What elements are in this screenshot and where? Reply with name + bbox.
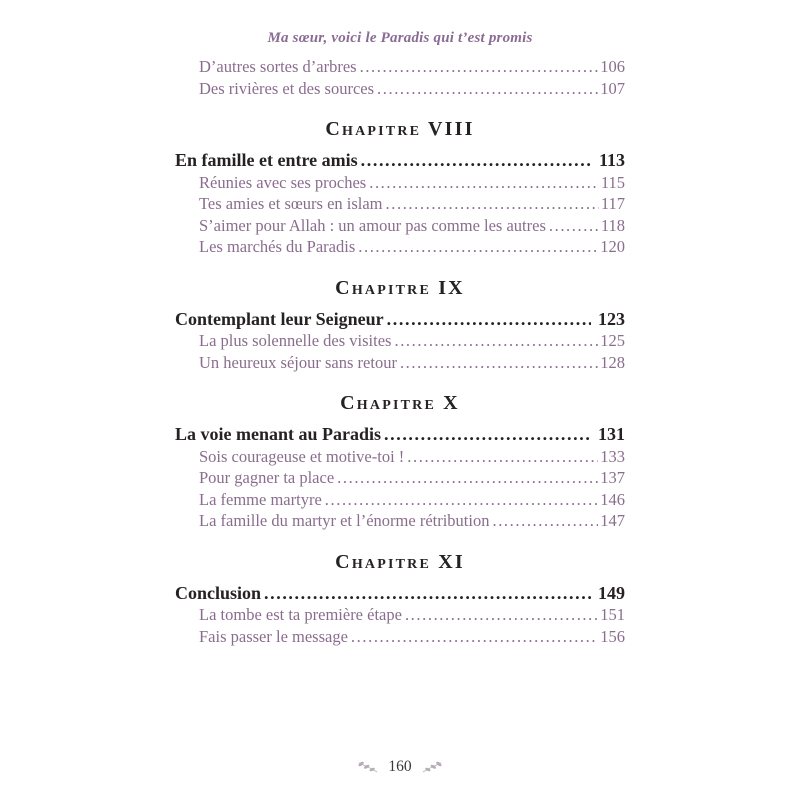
toc-entry <box>175 352 625 374</box>
dot-leader <box>386 193 599 215</box>
dot-leader <box>361 150 592 172</box>
toc-entry-page: 120 <box>600 237 625 256</box>
toc-entry-page: 156 <box>600 626 625 646</box>
chapter-heading: Chapitre X <box>340 392 460 414</box>
toc-entry-page: 107 <box>600 78 625 98</box>
dot-leader <box>400 352 598 374</box>
dot-leader <box>325 489 598 511</box>
dot-leader <box>405 604 598 626</box>
running-header: Ma sœur, voici le Paradis qui t’est promis <box>267 30 533 46</box>
toc-entry-title: Réunies avec ses proches <box>199 172 367 192</box>
toc-entry-title: La femme martyre <box>199 489 322 509</box>
dot-leader <box>407 446 598 468</box>
toc-entry-title: Fais passer le message <box>199 626 348 646</box>
toc-entry-page: 113 <box>598 150 625 170</box>
toc-entry-title: Des rivières et des sources <box>199 78 375 98</box>
toc-chapter-entry <box>175 150 625 172</box>
toc-entry-title: Conclusion <box>175 582 262 603</box>
toc-entry <box>175 510 625 532</box>
toc-entry-page: 151 <box>600 605 625 624</box>
toc-entry <box>175 236 625 258</box>
toc-entry-title: D’autres sortes d’arbres <box>199 57 357 76</box>
dot-leader <box>387 309 591 331</box>
toc-entry-title: La plus solennelle des visites <box>199 331 392 350</box>
chapter-heading: Chapitre VIII <box>325 118 475 140</box>
toc-entry <box>175 193 625 215</box>
toc-entry-title: La famille du martyr et l’énorme rétribution <box>199 511 490 530</box>
toc-entry-page: 149 <box>598 582 625 603</box>
toc-entry-page: 118 <box>600 215 625 235</box>
chapter-heading: Chapitre XI <box>335 550 465 573</box>
table-of-contents <box>175 56 625 647</box>
toc-entry-title: Sois courageuse et motive-toi ! <box>199 446 405 466</box>
toc-entry <box>175 604 625 626</box>
dot-leader <box>358 236 598 258</box>
toc-entry-title: S’aimer pour Allah : un amour pas comme les autres <box>199 215 546 235</box>
toc-entry <box>175 172 625 194</box>
toc-entry-page: 125 <box>600 331 625 350</box>
dot-leader <box>337 467 598 489</box>
laurel-sprig-left-icon <box>357 761 379 774</box>
toc-entry-page: 146 <box>600 489 625 509</box>
toc-entry-page: 128 <box>600 352 625 372</box>
toc-entry-title: Pour gagner ta place <box>199 468 335 487</box>
toc-entry <box>175 446 625 468</box>
dot-leader <box>351 626 598 648</box>
toc-chapter-entry <box>175 424 625 446</box>
dot-leader <box>394 330 598 352</box>
toc-entry-title: La voie menant au Paradis <box>175 424 382 444</box>
toc-chapter-entry <box>175 583 625 605</box>
toc-entry-page: 117 <box>600 194 625 213</box>
folio-page-number: 160 <box>388 758 412 775</box>
dot-leader <box>264 583 591 605</box>
chapter-heading: Chapitre IX <box>335 276 465 299</box>
toc-entry <box>175 489 625 511</box>
toc-entry <box>175 215 625 237</box>
toc-entry <box>175 78 625 100</box>
toc-entry-page: 147 <box>600 511 625 530</box>
toc-entry-page: 115 <box>600 172 625 192</box>
laurel-sprig-right-icon <box>421 761 443 774</box>
toc-entry-title: Tes amies et sœurs en islam <box>199 194 383 213</box>
toc-entry-page: 137 <box>600 468 625 487</box>
toc-entry-title: Contemplant leur Seigneur <box>175 308 384 329</box>
toc-entry-page: 123 <box>598 308 625 329</box>
dot-leader <box>369 172 599 194</box>
toc-entry-title: Les marchés du Paradis <box>199 237 356 256</box>
toc-entry-page: 106 <box>600 57 625 76</box>
dot-leader <box>549 215 599 237</box>
toc-entry-title: La tombe est ta première étape <box>199 605 402 624</box>
dot-leader <box>377 78 598 100</box>
toc-chapter-entry <box>175 309 625 331</box>
toc-entry-title: En famille et entre amis <box>175 150 358 170</box>
toc-entry-page: 133 <box>600 446 625 466</box>
toc-entry-page: 131 <box>598 424 625 444</box>
toc-entry <box>175 56 625 78</box>
page-footer <box>0 756 800 778</box>
toc-entry <box>175 626 625 648</box>
toc-entry <box>175 467 625 489</box>
toc-entry-title: Un heureux séjour sans retour <box>199 352 397 372</box>
dot-leader <box>492 510 598 532</box>
dot-leader <box>360 56 599 78</box>
toc-entry <box>175 330 625 352</box>
dot-leader <box>384 424 591 446</box>
